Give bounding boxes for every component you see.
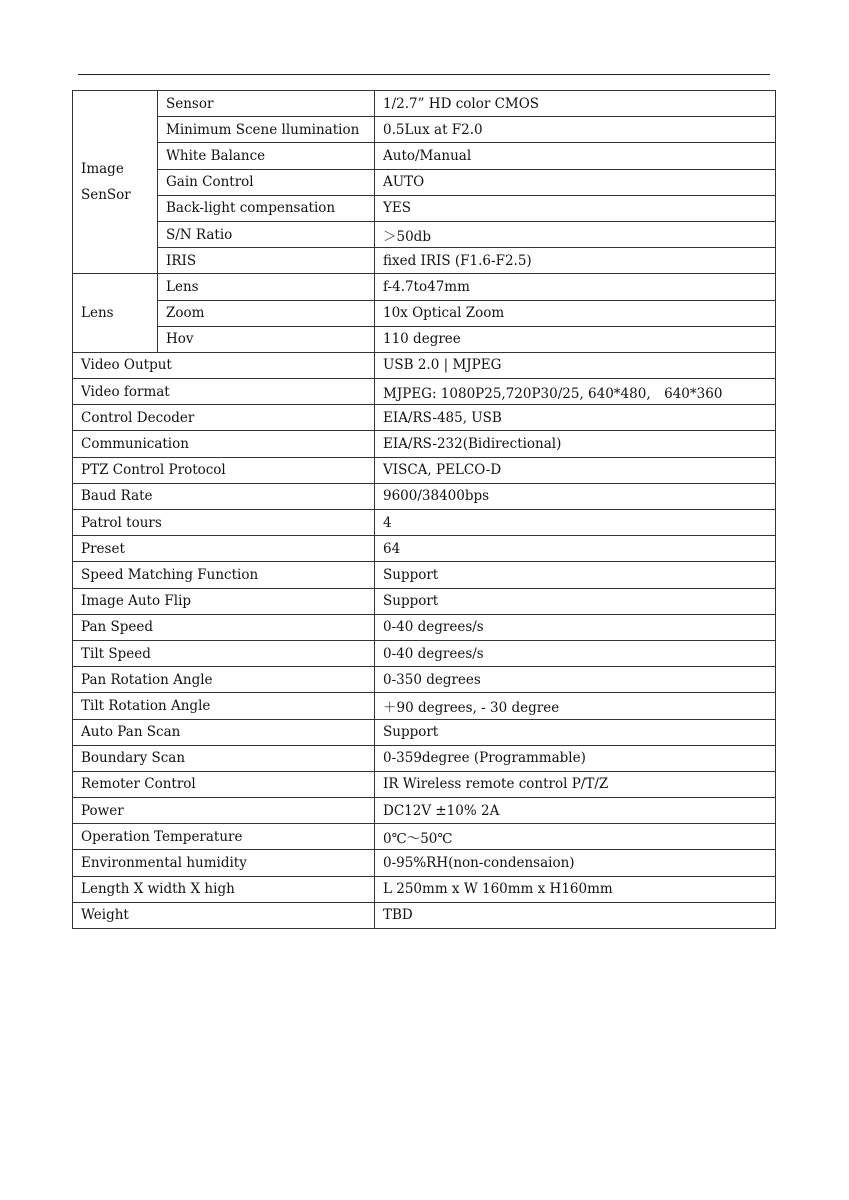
spec-value: 0℃～50℃ — [375, 824, 776, 850]
table-row — [73, 405, 776, 431]
table-row — [73, 379, 776, 405]
spec-name: Minimum Scene llumination — [158, 117, 375, 143]
spec-value: L 250mm x W 160mm x H160mm — [375, 876, 776, 902]
table-row — [73, 221, 776, 247]
table-row — [73, 326, 776, 352]
group-label-line: SenSor — [81, 187, 131, 204]
spec-name: Patrol tours — [73, 510, 375, 536]
spec-name: Video Output — [73, 352, 375, 378]
spec-name: White Balance — [158, 143, 375, 169]
spec-name: Remoter Control — [73, 771, 375, 797]
spec-value: 110 degree — [375, 326, 776, 352]
table-row — [73, 457, 776, 483]
table-row — [73, 614, 776, 640]
spec-value: 1/2.7” HD color CMOS — [375, 91, 776, 117]
spec-name: Tilt Rotation Angle — [73, 693, 375, 719]
spec-name: Weight — [73, 902, 375, 928]
spec-name: Auto Pan Scan — [73, 719, 375, 745]
table-row — [73, 667, 776, 693]
spec-name: Zoom — [158, 300, 375, 326]
table-row — [73, 510, 776, 536]
table-row — [73, 169, 776, 195]
spec-name: IRIS — [158, 248, 375, 274]
spec-value: EIA/RS-232(Bidirectional) — [375, 431, 776, 457]
table-row — [73, 588, 776, 614]
table-row — [73, 902, 776, 928]
spec-value: ＞50db — [375, 221, 776, 247]
spec-value: fixed IRIS (F1.6-F2.5) — [375, 248, 776, 274]
spec-value: ＋90 degrees, - 30 degree — [375, 693, 776, 719]
group-label-line: Lens — [81, 305, 114, 322]
spec-name: Back-light compensation — [158, 195, 375, 221]
spec-value: IR Wireless remote control P/T/Z — [375, 771, 776, 797]
spec-name: Gain Control — [158, 169, 375, 195]
group-label-lens — [73, 274, 158, 353]
spec-name: Tilt Speed — [73, 640, 375, 666]
spec-name: PTZ Control Protocol — [73, 457, 375, 483]
spec-value: 10x Optical Zoom — [375, 300, 776, 326]
table-row — [73, 745, 776, 771]
spec-value: 0-350 degrees — [375, 667, 776, 693]
spec-value: Support — [375, 588, 776, 614]
spec-value: 4 — [375, 510, 776, 536]
spec-value: USB 2.0 | MJPEG — [375, 352, 776, 378]
spec-name: Preset — [73, 536, 375, 562]
table-row — [73, 640, 776, 666]
spec-name: Lens — [158, 274, 375, 300]
spec-name: Pan Speed — [73, 614, 375, 640]
table-row — [73, 798, 776, 824]
group-label-line: Image — [81, 161, 124, 178]
spec-name: Length X width X high — [73, 876, 375, 902]
spec-name: Video format — [73, 379, 375, 405]
spec-value: VISCA, PELCO-D — [375, 457, 776, 483]
table-row — [73, 248, 776, 274]
spec-value: f-4.7to47mm — [375, 274, 776, 300]
spec-value: 0-359degree (Programmable) — [375, 745, 776, 771]
table-row — [73, 91, 776, 117]
spec-value: AUTO — [375, 169, 776, 195]
spec-name: Control Decoder — [73, 405, 375, 431]
spec-value: Support — [375, 719, 776, 745]
spec-name: Baud Rate — [73, 483, 375, 509]
spec-value: 0-40 degrees/s — [375, 640, 776, 666]
header-rule — [78, 74, 770, 75]
spec-name: Image Auto Flip — [73, 588, 375, 614]
table-row — [73, 352, 776, 378]
table-row — [73, 536, 776, 562]
group-label-image-sensor — [73, 91, 158, 274]
table-row — [73, 562, 776, 588]
table-row — [73, 300, 776, 326]
spec-name: Pan Rotation Angle — [73, 667, 375, 693]
spec-name: Communication — [73, 431, 375, 457]
table-row — [73, 117, 776, 143]
table-row — [73, 143, 776, 169]
spec-name: Hov — [158, 326, 375, 352]
spec-value: 0-40 degrees/s — [375, 614, 776, 640]
table-row — [73, 850, 776, 876]
table-row — [73, 693, 776, 719]
spec-value: YES — [375, 195, 776, 221]
table-row — [73, 483, 776, 509]
spec-value: 0.5Lux at F2.0 — [375, 117, 776, 143]
spec-name: Boundary Scan — [73, 745, 375, 771]
table-row — [73, 274, 776, 300]
spec-name: Speed Matching Function — [73, 562, 375, 588]
spec-name: Sensor — [158, 91, 375, 117]
spec-value: TBD — [375, 902, 776, 928]
table-row — [73, 876, 776, 902]
spec-value: 9600/38400bps — [375, 483, 776, 509]
spec-value: MJPEG: 1080P25,720P30/25, 640*480, 640*360 — [375, 379, 776, 405]
spec-value: 0-95%RH(non-condensaion) — [375, 850, 776, 876]
spec-name: S/N Ratio — [158, 221, 375, 247]
spec-value: EIA/RS-485, USB — [375, 405, 776, 431]
spec-name: Operation Temperature — [73, 824, 375, 850]
table-row — [73, 771, 776, 797]
spec-name: Power — [73, 798, 375, 824]
table-row — [73, 719, 776, 745]
table-row — [73, 431, 776, 457]
table-row — [73, 195, 776, 221]
spec-value: Support — [375, 562, 776, 588]
spec-value: DC12V ±10% 2A — [375, 798, 776, 824]
spec-table — [72, 90, 776, 929]
spec-name: Environmental humidity — [73, 850, 375, 876]
table-row — [73, 824, 776, 850]
spec-value: 64 — [375, 536, 776, 562]
spec-value: Auto/Manual — [375, 143, 776, 169]
